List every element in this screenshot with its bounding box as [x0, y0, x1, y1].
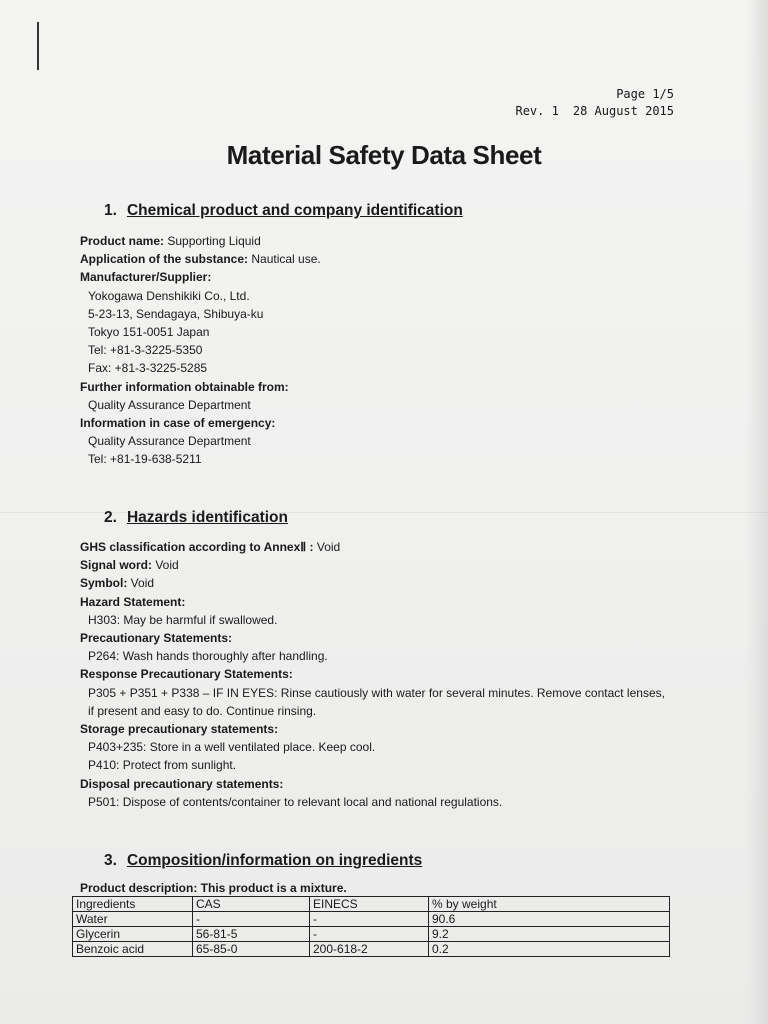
- storage-label: Storage precautionary statements:: [80, 722, 279, 737]
- section-1-title: Chemical product and company identification: [126, 202, 463, 219]
- section-1-body: [80, 232, 321, 469]
- signal-label: Signal word:: [80, 558, 152, 573]
- precaution-value: P264: Wash hands thoroughly after handling.: [88, 649, 328, 664]
- table-header-cell: CAS: [193, 897, 310, 912]
- precaution-label: Precautionary Statements:: [80, 631, 233, 646]
- section-2-body: [80, 538, 665, 811]
- section-3-heading: [104, 852, 422, 870]
- ghs-label: GHS classification according to AnnexⅡ :: [80, 540, 314, 554]
- table-cell: 65-85-0: [193, 942, 310, 957]
- section-3-title: Composition/information on ingredients: [126, 852, 423, 869]
- revision-line: [515, 103, 674, 120]
- table-cell: -: [310, 927, 429, 942]
- response-value-continued: if present and easy to do. Continue rinsing.: [88, 703, 317, 718]
- emergency-line: Quality Assurance Department: [88, 434, 251, 449]
- application-label: Application of the substance:: [80, 252, 249, 267]
- section-1-heading: [104, 202, 463, 220]
- disposal-label: Disposal precautionary statements:: [80, 776, 284, 791]
- table-row: [73, 927, 670, 942]
- signal-value: Void: [152, 558, 179, 573]
- storage-value: P410: Protect from sunlight.: [88, 758, 237, 773]
- manufacturer-line: Tel: +81-3-3225-5350: [88, 343, 203, 358]
- further-info-value: Quality Assurance Department: [88, 397, 251, 412]
- table-row: [73, 912, 670, 927]
- revision-date: 28 August 2015: [572, 104, 674, 118]
- manufacturer-line: Yokogawa Denshikiki Co., Ltd.: [88, 288, 250, 303]
- composition-table: [72, 896, 670, 957]
- hazard-label: Hazard Statement:: [80, 594, 186, 609]
- product-description: Product description: This product is a mixture.: [80, 881, 347, 895]
- table-cell: Benzoic acid: [73, 942, 193, 957]
- table-cell: -: [310, 912, 429, 927]
- product-name-value: Supporting Liquid: [164, 234, 261, 248]
- table-cell: -: [193, 912, 310, 927]
- table-header-cell: EINECS: [310, 897, 429, 912]
- disposal-value: P501: Dispose of contents/container to relevant local and national regulations.: [88, 794, 503, 809]
- table-cell: Water: [73, 912, 193, 927]
- signal-line: [80, 556, 665, 574]
- table-header-cell: Ingredients: [73, 897, 193, 912]
- section-2-heading: [104, 509, 288, 527]
- table-header-cell: % by weight: [429, 897, 670, 912]
- document-header-meta: [515, 86, 674, 120]
- symbol-label: Symbol:: [80, 576, 128, 591]
- table-cell: 90.6: [429, 912, 670, 927]
- revision: Rev. 1: [515, 104, 559, 118]
- table-header-row: [73, 897, 670, 912]
- table-cell: 9.2: [429, 927, 670, 942]
- product-name-line: [80, 232, 321, 250]
- section-2-title: Hazards identification: [126, 509, 288, 526]
- section-1-number: 1.: [104, 202, 117, 219]
- symbol-line: [80, 574, 665, 592]
- table-cell: 0.2: [429, 942, 670, 957]
- hazard-value: H303: May be harmful if swallowed.: [88, 612, 278, 627]
- manufacturer-label: Manufacturer/Supplier:: [80, 270, 212, 285]
- manufacturer-line: 5-23-13, Sendagaya, Shibuya-ku: [88, 306, 264, 321]
- response-value: P305 + P351 + P338 – IF IN EYES: Rinse cautiously with water for several minutes. Remove contact lenses,: [88, 685, 665, 700]
- application-value: Nautical use.: [248, 252, 321, 267]
- page-title: Material Safety Data Sheet: [226, 140, 542, 170]
- ghs-value: Void: [313, 540, 341, 554]
- table-cell: 56-81-5: [193, 927, 310, 942]
- response-label: Response Precautionary Statements:: [80, 667, 293, 682]
- table-cell: 200-618-2: [310, 942, 429, 957]
- scan-edge-mark: [37, 22, 39, 70]
- section-2-number: 2.: [104, 509, 117, 526]
- further-info-label: Further information obtainable from:: [80, 379, 289, 394]
- manufacturer-line: Tokyo 151-0051 Japan: [88, 325, 210, 340]
- storage-value: P403+235: Store in a well ventilated place. Keep cool.: [88, 740, 376, 755]
- emergency-label: Information in case of emergency:: [80, 416, 276, 431]
- emergency-line: Tel: +81-19-638-5211: [88, 452, 202, 467]
- table-row: [73, 942, 670, 957]
- ghs-line: [80, 538, 665, 556]
- section-3-number: 3.: [104, 852, 117, 869]
- page-number: Page 1/5: [616, 87, 674, 101]
- product-name-label: Product name:: [80, 234, 165, 248]
- table-cell: Glycerin: [73, 927, 193, 942]
- application-line: [80, 250, 321, 268]
- symbol-value: Void: [127, 576, 155, 591]
- manufacturer-line: Fax: +81-3-3225-5285: [88, 361, 208, 376]
